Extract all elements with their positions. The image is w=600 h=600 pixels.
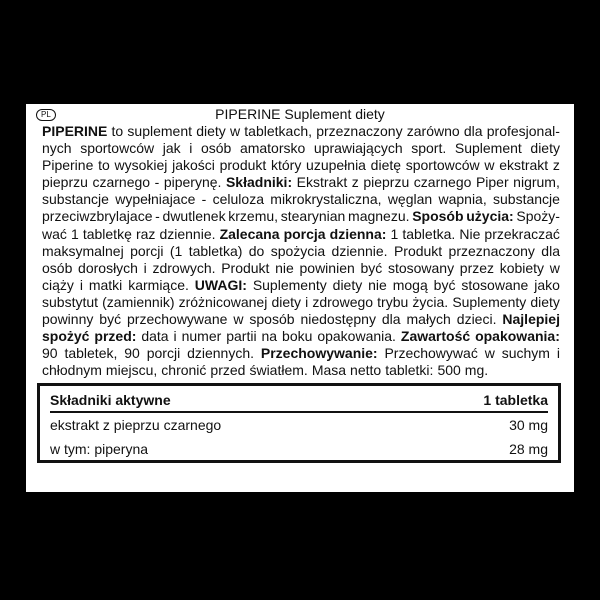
word: osób (42, 259, 73, 276)
label-title: PIPERINE Suplement diety (215, 106, 385, 122)
word: trybu (377, 293, 409, 310)
word: krzemu, (228, 208, 279, 225)
word: Najlepiej (502, 311, 560, 328)
word: dietę (370, 157, 402, 174)
word: maksymalnej (42, 242, 124, 259)
word: diety (530, 140, 560, 157)
word: Suplementy (252, 276, 327, 293)
word: na (261, 328, 278, 345)
word: mikrokrystaliczna, (270, 191, 382, 208)
text-line (42, 277, 560, 294)
word: Piperine (42, 157, 94, 174)
word: - (201, 191, 207, 208)
text-line (42, 123, 560, 140)
word: karmiące. (128, 276, 189, 293)
word: - (155, 208, 160, 225)
word: dwutlenek (162, 208, 226, 225)
word: zdrowych. (152, 259, 216, 276)
language-badge: PL (36, 109, 56, 121)
word: 90 (42, 345, 58, 362)
word: tabletkach, (244, 123, 312, 139)
table-header (50, 392, 548, 413)
word: pieprzu (363, 174, 410, 191)
word: z (351, 174, 359, 191)
word: substancje (493, 191, 560, 208)
word: mg. (464, 362, 489, 379)
word: zdrowego (312, 293, 374, 310)
word: diety (271, 293, 302, 310)
text-line (42, 362, 560, 379)
word: nie (368, 276, 387, 293)
word: przechowywane (127, 311, 228, 328)
ingredient-amount: 28 mg (509, 441, 548, 457)
word: węglan (387, 191, 433, 208)
text-line (42, 345, 560, 362)
ingredient-name: ekstrakt z pieprzu czarnego (50, 417, 222, 433)
word: 1 (390, 225, 399, 242)
word: w (484, 157, 495, 174)
word: do (248, 242, 265, 259)
word: z (552, 157, 560, 174)
word: PIPERINE (42, 123, 108, 139)
word: Suplement (454, 140, 522, 157)
word: Ekstrakt (296, 174, 348, 191)
word: UWAGI: (194, 276, 247, 293)
word: powinny (42, 311, 94, 328)
word: diety (196, 123, 226, 139)
product-label (26, 104, 574, 492)
word: użycia: (466, 208, 514, 225)
word: który (270, 157, 302, 174)
word: substytut (42, 293, 99, 310)
word: Produkt (221, 259, 270, 276)
word: jak (162, 140, 181, 157)
word: światłem. (249, 362, 308, 379)
word: netto (350, 362, 382, 379)
word: dorosłych (78, 259, 138, 276)
word: magnezu. (348, 208, 410, 225)
text-line (42, 260, 560, 277)
word: przez (459, 259, 495, 276)
word: przeznaczony (448, 242, 535, 259)
text-line (42, 157, 560, 174)
word: ekstrakt (499, 157, 549, 174)
word: porcja (283, 225, 326, 242)
word: Zawartość (400, 328, 471, 345)
word: stosowane (461, 276, 529, 293)
word: być (360, 259, 383, 276)
word: diety (332, 276, 363, 293)
word: nych (42, 140, 72, 157)
word: stearynian (280, 208, 346, 225)
word: uzupełnia (306, 157, 366, 174)
word: powinien (299, 259, 355, 276)
word: raz (135, 225, 156, 242)
word: opakowania. (317, 328, 396, 345)
word: spożyć (42, 328, 90, 345)
word: kobiety (499, 259, 545, 276)
word: tabletkę (82, 225, 132, 242)
word: boku (282, 328, 313, 345)
word: to (98, 157, 110, 174)
word: mogą (392, 276, 428, 293)
word: data (141, 328, 169, 345)
word: sportowców (80, 140, 155, 157)
word: to (111, 123, 124, 139)
table-row (50, 441, 548, 457)
word: wysokiej (114, 157, 168, 174)
word: w (229, 123, 241, 139)
label-description (42, 123, 560, 379)
word: Zalecana (219, 225, 280, 242)
word: wypełniajace (115, 191, 196, 208)
word: sport. (411, 140, 447, 157)
word: być (99, 311, 122, 328)
word: przekraczać (484, 225, 560, 242)
word: zarówno (406, 123, 460, 139)
ingredients-table (37, 383, 561, 463)
text-line (42, 243, 560, 260)
word: Składniki: (225, 174, 293, 191)
word: Piper (475, 174, 509, 191)
word: tabletek, (64, 345, 118, 362)
word: Nie (459, 225, 481, 242)
word: porcji (146, 345, 181, 362)
word: porcji (130, 242, 164, 259)
word: i (143, 259, 147, 276)
word: nie (275, 259, 294, 276)
word: (1 (169, 242, 183, 259)
word: dzieci. (456, 311, 497, 328)
word: i (305, 293, 309, 310)
word: Produkt (393, 242, 443, 259)
word: chłodnym (42, 362, 102, 379)
word: suplement (127, 123, 193, 139)
word: w (233, 311, 244, 328)
word: chronić (161, 362, 207, 379)
header-name: Składniki aktywne (50, 392, 171, 408)
word: w (549, 259, 560, 276)
word: życia. (412, 293, 449, 310)
word: w (484, 345, 495, 362)
word: sposób (249, 311, 295, 328)
word: sportowców (405, 157, 480, 174)
word: tabletka) (188, 242, 243, 259)
word: przed (210, 362, 246, 379)
text-line (42, 140, 560, 157)
word: i (556, 345, 560, 362)
word: wać (42, 225, 67, 242)
word: przeznaczony (316, 123, 403, 139)
word: osób (200, 140, 232, 157)
text-line (42, 208, 560, 225)
text-line (42, 191, 560, 208)
word: i (189, 140, 193, 157)
word: diety (530, 293, 560, 310)
word: Przechowywać (384, 345, 478, 362)
word: dla (381, 311, 401, 328)
word: tabletki: (385, 362, 434, 379)
table-row (50, 417, 548, 433)
word: dla (541, 242, 560, 259)
word: dziennie. (159, 225, 216, 242)
word: suchym (501, 345, 550, 362)
word: miejscu, (105, 362, 158, 379)
word: być (433, 276, 456, 293)
word: Przechowywanie: (260, 345, 378, 362)
word: tabletka. (402, 225, 456, 242)
word: Masa (311, 362, 347, 379)
word: Suplementy (452, 293, 527, 310)
word: dziennych. (187, 345, 254, 362)
header-amount: 1 tabletka (483, 392, 548, 408)
text-line (42, 328, 560, 345)
word: - (154, 174, 160, 191)
word: Sposób (412, 208, 464, 225)
word: dziennie. (331, 242, 388, 259)
word: i (173, 328, 177, 345)
word: czarnego (92, 174, 151, 191)
text-line (42, 311, 560, 328)
word: numer (181, 328, 222, 345)
word: piperynę. (163, 174, 222, 191)
word: małych (406, 311, 451, 328)
word: nigrum, (513, 174, 560, 191)
word: pieprzu (42, 174, 88, 191)
text-line (42, 294, 560, 311)
word: (zamiennik) (102, 293, 175, 310)
word: przed: (94, 328, 137, 345)
ingredient-name: w tym: piperyna (50, 441, 149, 457)
word: jakości (172, 157, 215, 174)
word: ciąży (42, 276, 74, 293)
ingredient-amount: 30 mg (509, 417, 548, 433)
word: dla (463, 123, 483, 139)
word: niedostępny (300, 311, 376, 328)
word: wapnia, (438, 191, 487, 208)
word: czarnego (413, 174, 472, 191)
word: partii (226, 328, 257, 345)
text-line (42, 174, 560, 191)
word: substancje (42, 191, 109, 208)
word: amatorsko (239, 140, 306, 157)
text-line (42, 226, 560, 243)
word: jako (534, 276, 560, 293)
word: stosowany (387, 259, 455, 276)
word: matki (88, 276, 123, 293)
word: Spoży- (516, 208, 560, 225)
word: celuloza (212, 191, 264, 208)
word: przeciwzbrylajace (42, 208, 153, 225)
word: 500 (437, 362, 461, 379)
word: opakowania: (475, 328, 560, 345)
word: spożycia (270, 242, 326, 259)
word: zróżnicowanej (178, 293, 268, 310)
word: i (79, 276, 83, 293)
word: produkt (219, 157, 267, 174)
word: 90 (124, 345, 140, 362)
word: profesjonal- (486, 123, 560, 139)
word: uprawiających (313, 140, 403, 157)
word: dzienna: (329, 225, 387, 242)
word: 1 (70, 225, 79, 242)
